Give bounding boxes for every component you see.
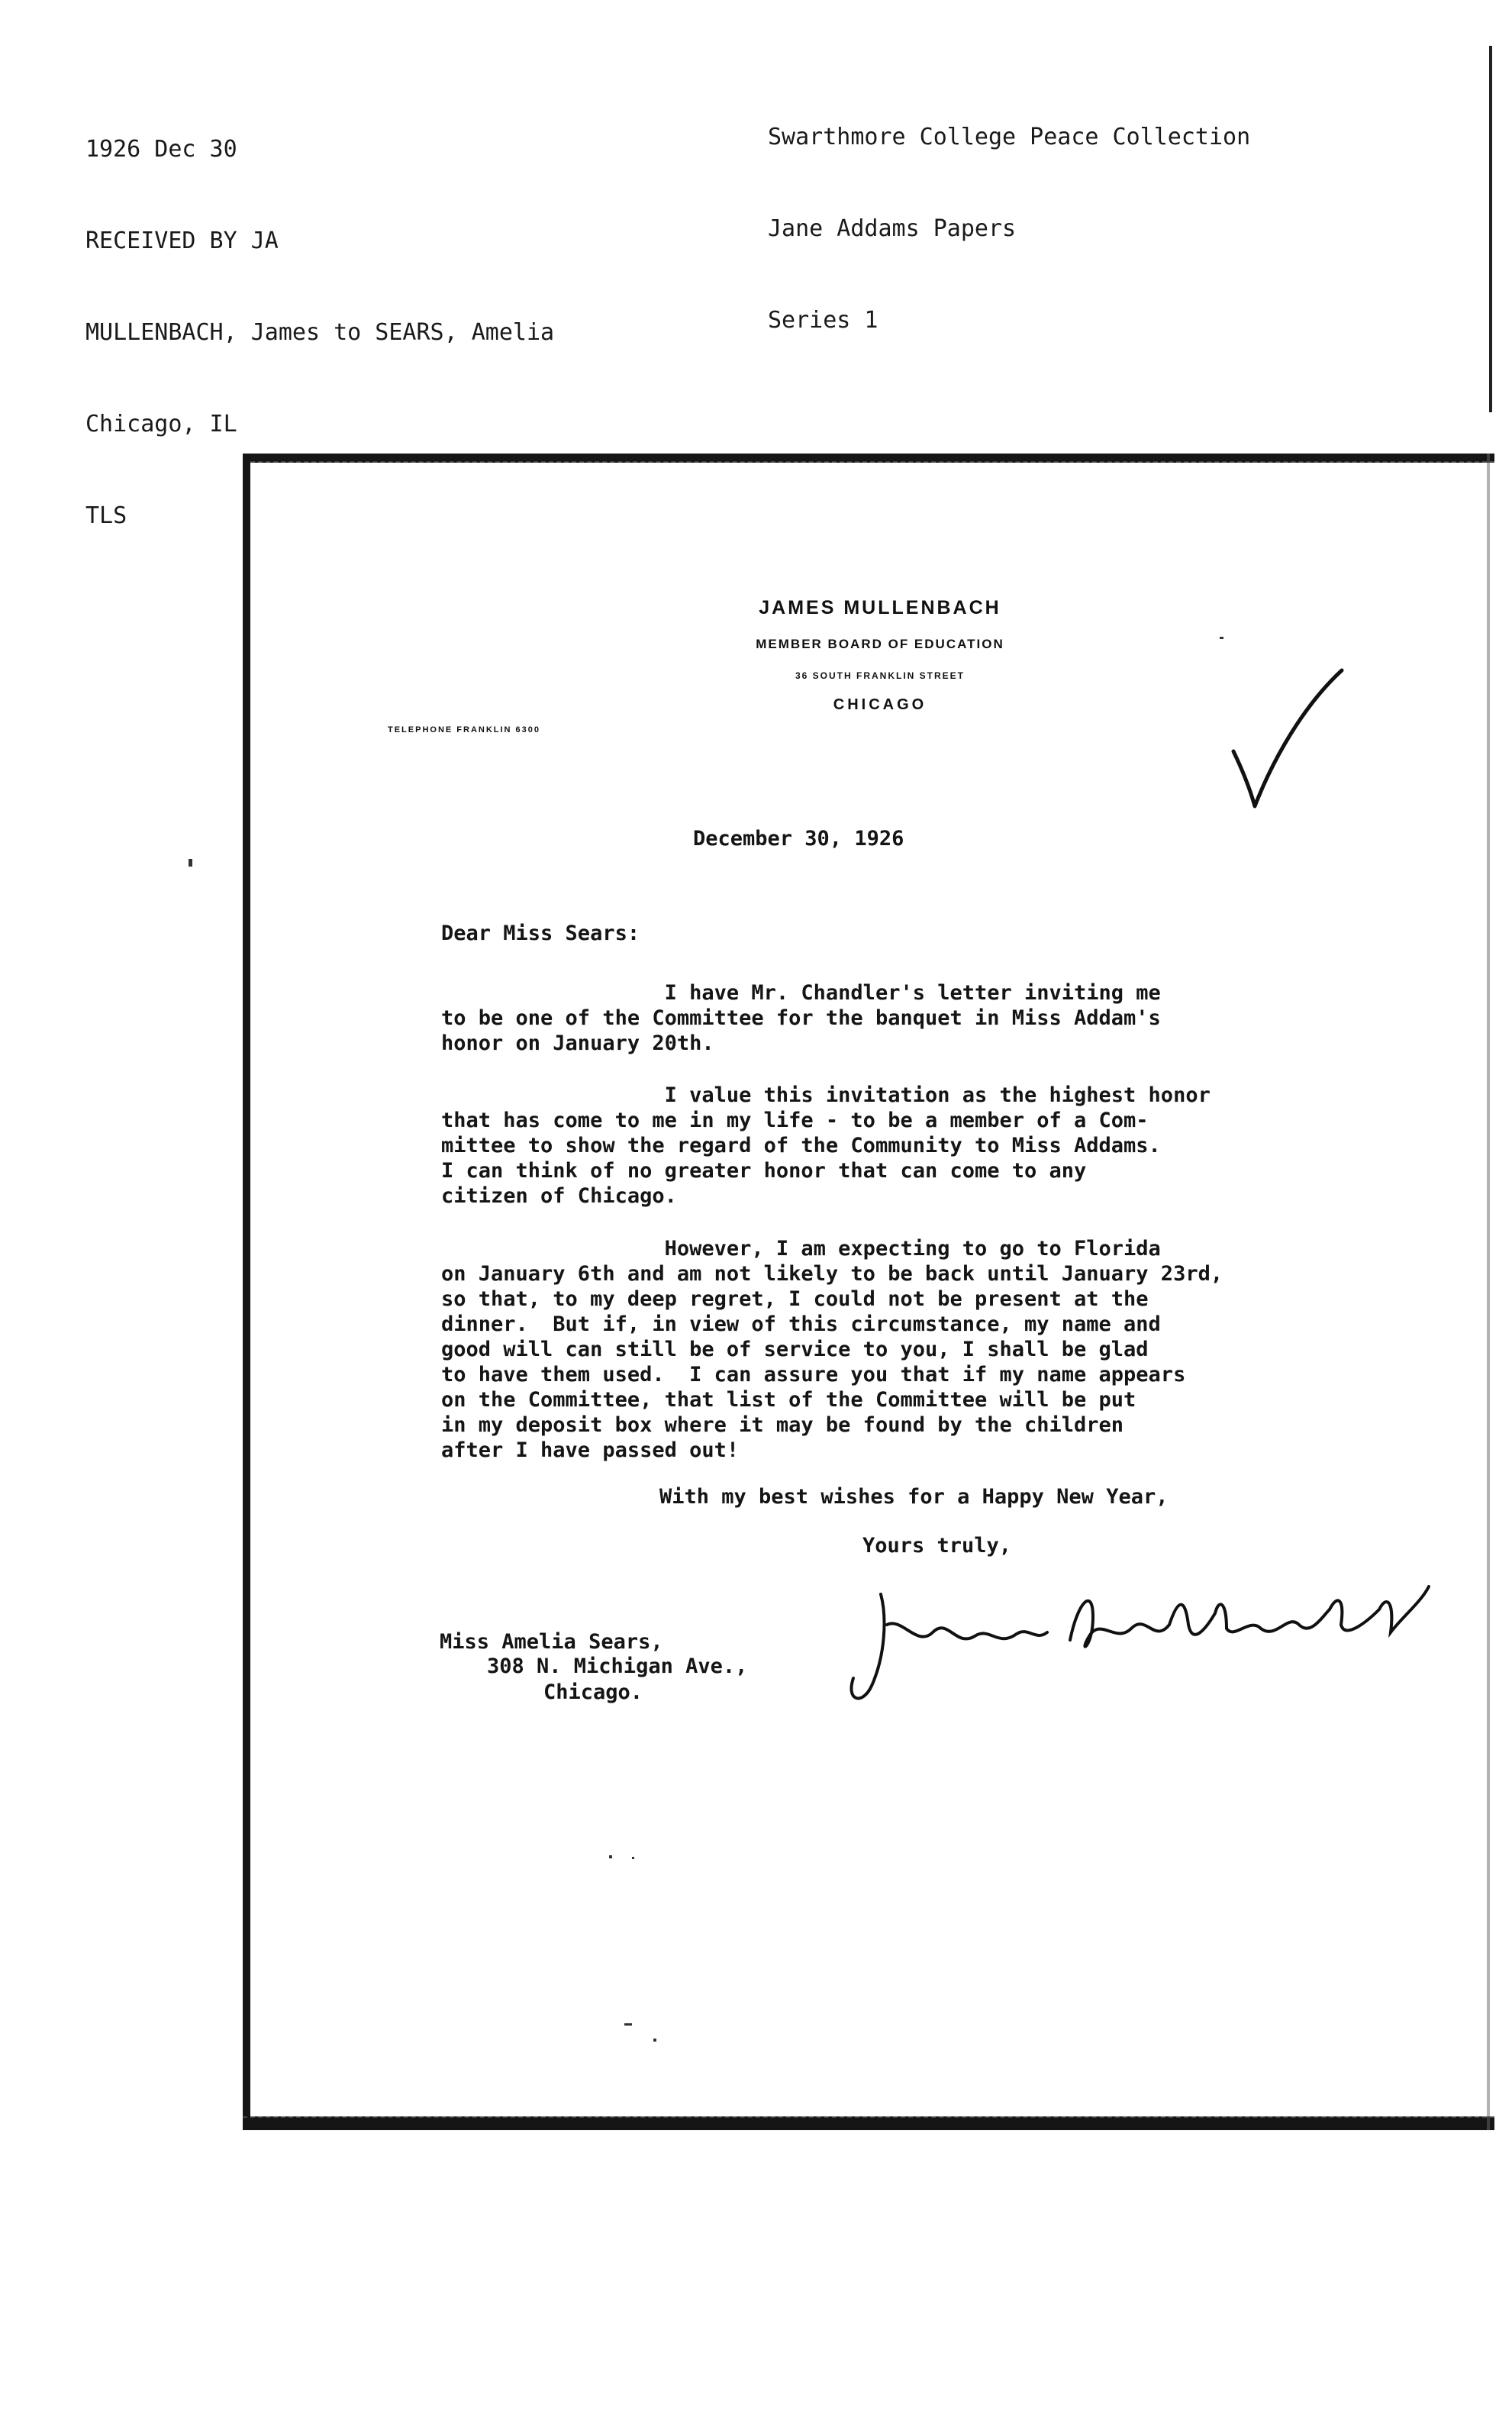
letter-paragraph: I have Mr. Chandler's letter inviting me to be one of the Committee for the banquet in Miss Addam's honor on January 20th. — [441, 981, 1161, 1055]
scan-speck — [1220, 637, 1223, 639]
scan-speck — [653, 2039, 656, 2042]
checkmark-icon — [1227, 667, 1349, 812]
archive-doctype: TLS — [85, 502, 127, 529]
archive-collection: Swarthmore College Peace Collection — [768, 124, 1251, 150]
scan-speck — [632, 1857, 634, 1859]
letter-paragraph: I value this invitation as the highest honor that has come to me in my life - to be a member of a Com- mittee to show the regard of the Community to Miss Addams. I can think of no greater honor that can come to any citizen of Chicago. — [441, 1083, 1211, 1208]
archive-place: Chicago, IL — [85, 411, 237, 437]
scan-speck — [609, 1855, 612, 1858]
letterhead-telephone: TELEPHONE FRANKLIN 6300 — [388, 725, 541, 734]
archive-series: Series 1 — [768, 307, 879, 334]
recipient-name: Miss Amelia Sears, — [440, 1630, 663, 1654]
letter-salutation: Dear Miss Sears: — [441, 922, 640, 945]
scan-speck — [189, 859, 192, 867]
letterhead-address: 36 SOUTH FRANKLIN STREET — [795, 670, 965, 681]
letter-paragraph: However, I am expecting to go to Florida on January 6th and am not likely to be back until January 23rd, so that, to my deep regret, I could not be present at the dinner. But if, in view of this circumstance, my name and good will can still be of service to you, I shall be glad to have them used. I can assure you that if my name appears on the Committee, that list of the Committee will be put in my deposit box where it may be found by the children after I have passed out! — [441, 1237, 1223, 1462]
scan-border-right — [1487, 454, 1490, 2130]
letterhead-name: JAMES MULLENBACH — [759, 597, 1001, 618]
archive-papers: Jane Addams Papers — [768, 215, 1017, 242]
archive-correspondents: MULLENBACH, James to SEARS, Amelia — [85, 319, 555, 346]
letterhead-city: CHICAGO — [833, 696, 927, 713]
letter-valediction: Yours truly, — [862, 1534, 1012, 1558]
archive-header-right — [768, 61, 1250, 366]
scan-border-left — [243, 454, 250, 2130]
recipient-street: 308 N. Michigan Ave., — [487, 1655, 748, 1678]
archive-date: 1926 Dec 30 — [85, 136, 237, 163]
scan-border-top — [243, 454, 1494, 463]
letter-closing: With my best wishes for a Happy New Year, — [659, 1485, 1169, 1509]
scan-speck — [624, 2023, 632, 2026]
archive-received: RECEIVED BY JA — [85, 228, 279, 254]
recipient-city: Chicago. — [543, 1680, 643, 1704]
scan-edge-mark — [1489, 46, 1492, 412]
letter-page — [243, 454, 1494, 2130]
letter-date: December 30, 1926 — [693, 827, 904, 851]
letterhead-title: MEMBER BOARD OF EDUCATION — [756, 637, 1004, 651]
scan-border-bottom — [243, 2116, 1494, 2130]
handwritten-signature — [841, 1571, 1467, 1716]
